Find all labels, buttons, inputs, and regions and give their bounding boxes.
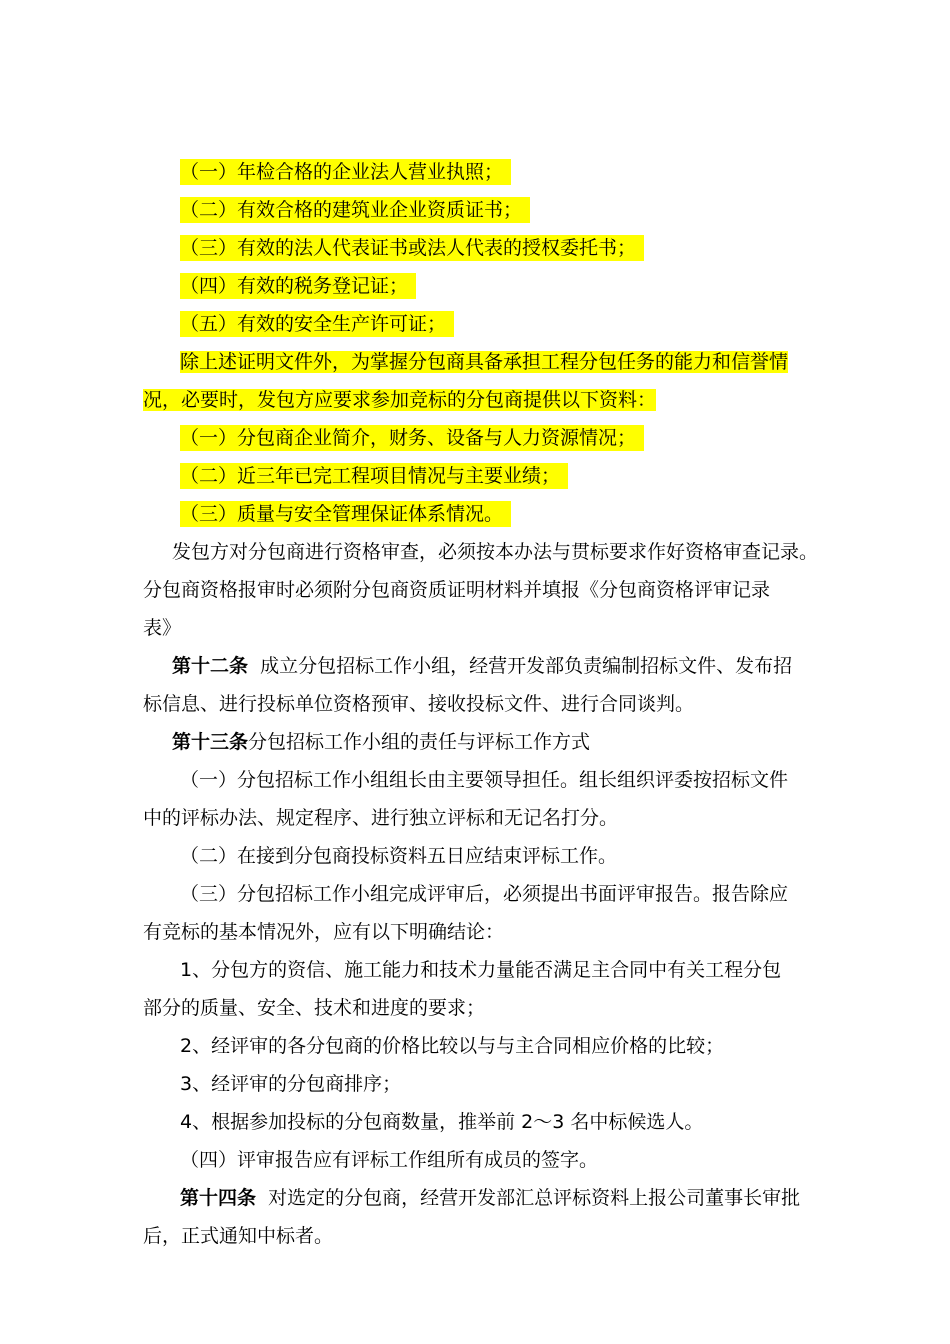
- paragraph-line: 3、经评审的分包商排序；: [180, 1073, 402, 1095]
- paragraph-line: （二）在接到分包商投标资料五日应结束评标工作。: [180, 845, 618, 867]
- article-label: 第十四条: [180, 1187, 257, 1209]
- paragraph-line: [180, 160, 511, 184]
- highlighted-text: （二）近三年已完工程项目情况与主要业绩；: [180, 463, 568, 489]
- highlighted-text: （三）有效的法人代表证书或法人代表的授权委托书；: [180, 235, 644, 261]
- article-label: 第十二条: [172, 655, 249, 677]
- article-text: 对选定的分包商，经营开发部汇总评标资料上报公司董事长审批: [268, 1187, 801, 1209]
- paragraph-line: （三）分包招标工作小组完成评审后，必须提出书面评审报告。报告除应: [180, 883, 789, 905]
- highlighted-text: （一）分包商企业简介，财务、设备与人力资源情况；: [180, 425, 644, 451]
- article-label: 第十三条: [172, 731, 249, 753]
- paragraph-line: 1、分包方的资信、施工能力和技术力量能否满足主合同中有关工程分包: [180, 959, 782, 981]
- article-text: 分包招标工作小组的责任与评标工作方式: [248, 731, 591, 753]
- paragraph-line: 有竞标的基本情况外，应有以下明确结论：: [143, 921, 505, 943]
- article-12: [172, 654, 792, 678]
- paragraph-line: 中的评标办法、规定程序、进行独立评标和无记名打分。: [143, 807, 619, 829]
- paragraph-line: 4、根据参加投标的分包商数量，推举前 2～3 名中标候选人。: [180, 1111, 704, 1133]
- article-13: [172, 730, 590, 754]
- paragraph-line: 分包商资格报审时必须附分包商资质证明材料并填报《分包商资格评审记录: [143, 579, 771, 601]
- paragraph-line: [180, 198, 530, 222]
- highlighted-text: （三）质量与安全管理保证体系情况。: [180, 501, 511, 527]
- paragraph-line: （一）分包招标工作小组组长由主要领导担任。组长组织评委按招标文件: [180, 769, 789, 791]
- article-text: 成立分包招标工作小组，经营开发部负责编制招标文件、发布招: [260, 655, 793, 677]
- paragraph-line: 表》: [143, 617, 182, 639]
- paragraph-line: 后，正式通知中标者。: [143, 1225, 334, 1247]
- highlighted-text: 除上述证明文件外，为掌握分包商具备承担工程分包任务的能力和信誉情: [180, 351, 789, 373]
- paragraph-line: [180, 426, 644, 450]
- paragraph-line: [180, 236, 644, 260]
- highlighted-text: （五）有效的安全生产许可证；: [180, 311, 454, 337]
- paragraph-line: （四）评审报告应有评标工作组所有成员的签字。: [180, 1149, 599, 1171]
- paragraph-line: [180, 502, 511, 526]
- paragraph-line: [180, 312, 454, 336]
- highlighted-text: （二）有效合格的建筑业企业资质证书；: [180, 197, 530, 223]
- paragraph-line: [180, 274, 416, 298]
- paragraph-line: 标信息、进行投标单位资格预审、接收投标文件、进行合同谈判。: [143, 693, 695, 715]
- paragraph-line: [180, 464, 568, 488]
- paragraph-line: [180, 350, 788, 374]
- paragraph-line: [143, 388, 656, 412]
- highlighted-text: （四）有效的税务登记证；: [180, 273, 416, 299]
- paragraph-line: 2、经评审的各分包商的价格比较以与与主合同相应价格的比较；: [180, 1035, 725, 1057]
- paragraph-line: 发包方对分包商进行资格审查，必须按本办法与贯标要求作好资格审查记录。: [172, 541, 819, 563]
- highlighted-text: 况，必要时，发包方应要求参加竞标的分包商提供以下资料：: [143, 389, 657, 411]
- paragraph-line: 部分的质量、安全、技术和进度的要求；: [143, 997, 486, 1019]
- article-14: [180, 1186, 800, 1210]
- highlighted-text: （一）年检合格的企业法人营业执照；: [180, 159, 511, 185]
